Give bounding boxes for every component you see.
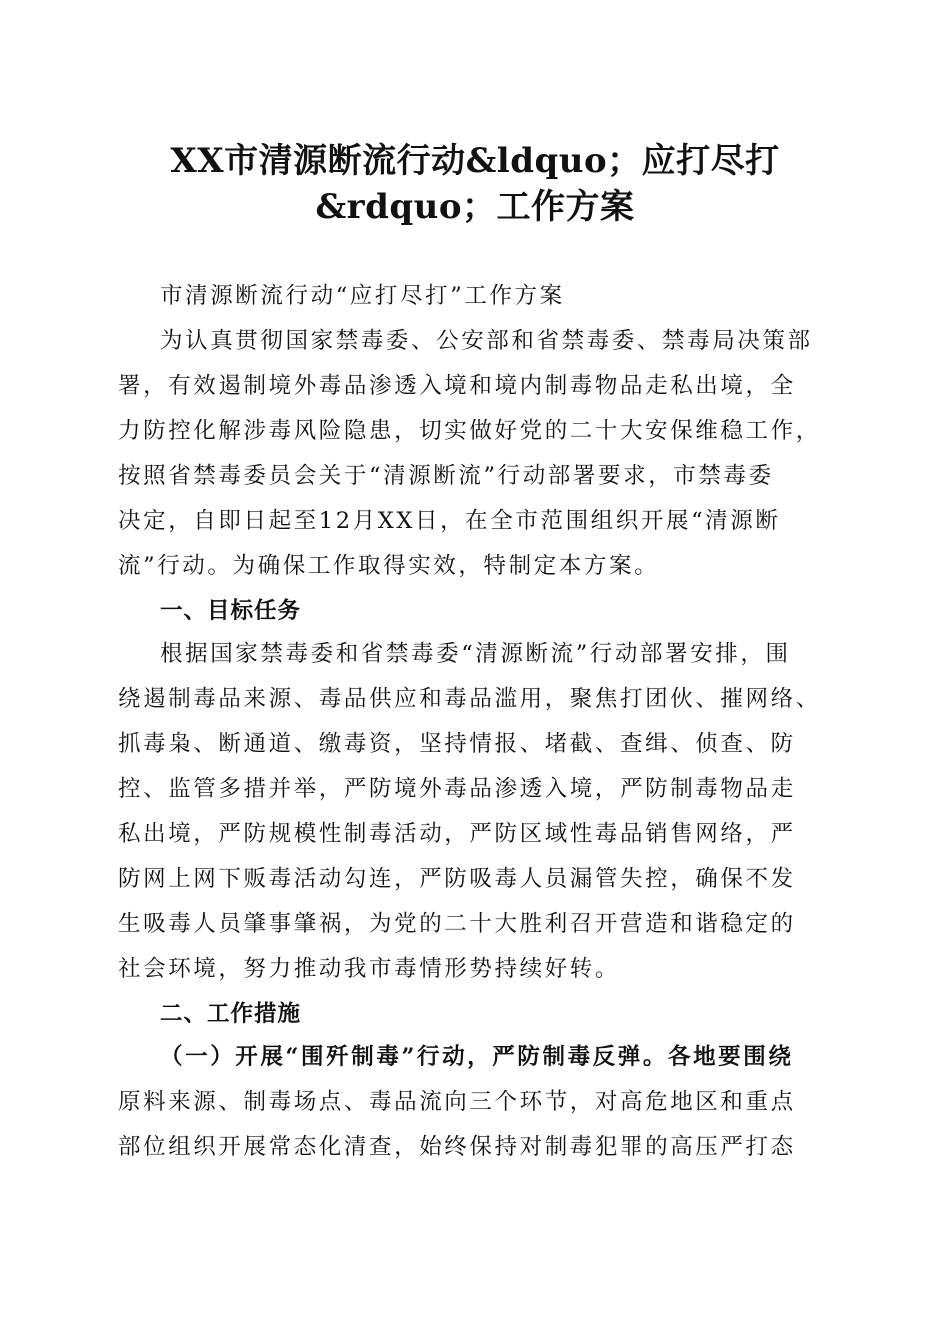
body-line: 部位组织开展常态化清查，始终保持对制毒犯罪的高压严打态 bbox=[118, 1134, 796, 1160]
body-line: 生吸毒人员肇事肇祸，为党的二十大胜利召开营造和谐稳定的 bbox=[118, 911, 796, 937]
body-line-subsection: （一）开展“围歼制毒”行动，严防制毒反弹。各地要围绕 bbox=[160, 1044, 794, 1070]
body-line: 决定，自即日起至12月XX日，在全市范围组织开展“清源断 bbox=[118, 508, 781, 534]
body-line: 根据国家禁毒委和省禁毒委“清源断流”行动部署安排，围 bbox=[160, 641, 791, 667]
document-title-line-1: XX市清源断流行动&ldquo；应打尽打 bbox=[170, 141, 780, 181]
body-line: 按照省禁毒委员会关于“清源断流”行动部署要求，市禁毒委 bbox=[118, 463, 774, 489]
section-heading-goals: 一、目标任务 bbox=[160, 598, 302, 624]
body-line: 绕遏制毒品来源、毒品供应和毒品滥用，聚焦打团伙、摧网络、 bbox=[118, 686, 821, 712]
body-line: 私出境，严防规模性制毒活动，严防区域性毒品销售网络，严 bbox=[118, 821, 796, 847]
body-line: 原料来源、制毒场点、毒品流向三个环节，对高危地区和重点 bbox=[118, 1089, 796, 1115]
body-line: 防网上网下贩毒活动勾连，严防吸毒人员漏管失控，确保不发 bbox=[118, 866, 796, 892]
body-line: 署，有效遏制境外毒品渗透入境和境内制毒物品走私出境，全 bbox=[118, 373, 796, 399]
document-title-line-2: &rdquo；工作方案 bbox=[315, 187, 635, 227]
body-line: 抓毒枭、断通道、缴毒资，坚持情报、堵截、查缉、侦查、防 bbox=[118, 731, 796, 757]
body-line: 流”行动。为确保工作取得实效，特制定本方案。 bbox=[118, 553, 660, 579]
subtitle-line: 市清源断流行动“应打尽打”工作方案 bbox=[160, 283, 565, 309]
body-line: 控、监管多措并举，严防境外毒品渗透入境，严防制毒物品走 bbox=[118, 776, 796, 802]
body-line: 为认真贯彻国家禁毒委、公安部和省禁毒委、禁毒局决策部 bbox=[160, 328, 813, 354]
body-line: 社会环境，努力推动我市毒情形势持续好转。 bbox=[118, 956, 621, 982]
body-line: 力防控化解涉毒风险隐患，切实做好党的二十大安保维稳工作， bbox=[118, 418, 821, 444]
section-heading-measures: 二、工作措施 bbox=[160, 1001, 302, 1027]
